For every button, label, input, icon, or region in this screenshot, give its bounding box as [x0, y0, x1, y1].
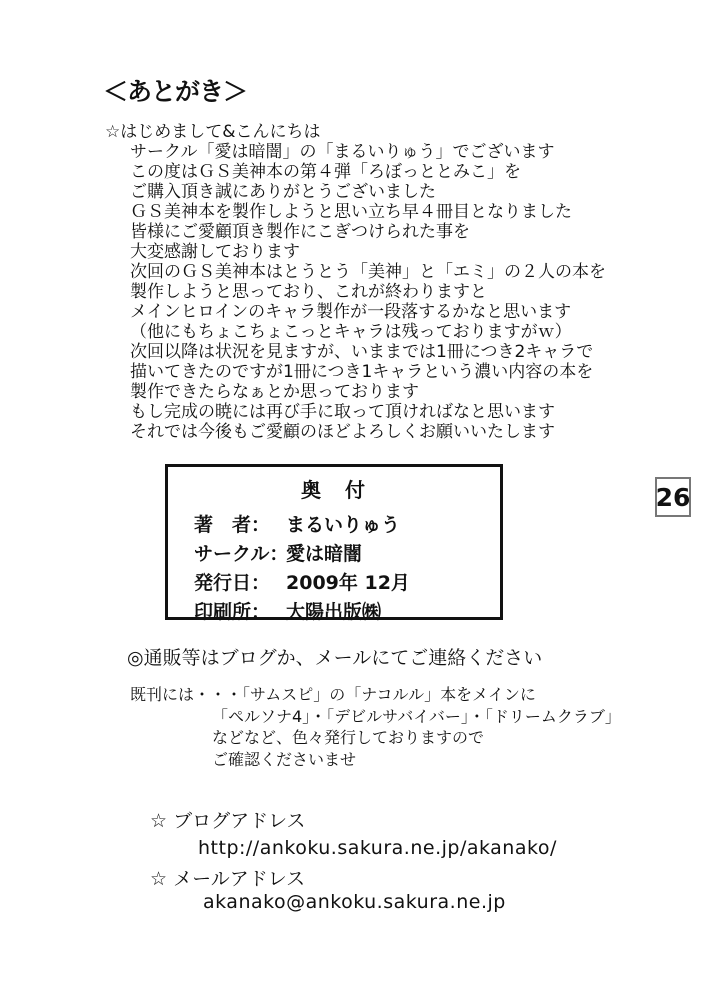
back-catalog-line: 既刊には・・・「サムスピ」の「ナコルル」本をメインに: [130, 685, 536, 704]
afterword-line: サークル「愛は暗闇」の「まるいりゅう」でございます: [130, 142, 555, 162]
afterword-line: 製作しようと思っており、これが終わりますと: [130, 282, 487, 302]
colophon-row-value: 大陽出版㈱: [286, 601, 382, 623]
afterword-line: もし完成の暁には再び手に取って頂ければなと思います: [130, 402, 555, 422]
order-note: ◎通販等はブログか、メールにてご連絡ください: [127, 647, 543, 669]
mail-address-text: akanako@ankoku.sakura.ne.jp: [203, 891, 506, 913]
colophon-row-label: 印刷所：: [194, 601, 271, 623]
afterword-line: メインヒロインのキャラ製作が一段落するかなと思います: [130, 302, 572, 322]
colophon-row-value: 愛は暗闇: [286, 543, 363, 565]
blog-url-text: http://ankoku.sakura.ne.jp/akanako/: [198, 837, 557, 859]
page-number-badge: 26: [655, 477, 691, 517]
mail-address-label: ☆ メールアドレス: [150, 868, 306, 890]
colophon-row: [194, 538, 500, 567]
blog-address-label: ☆ ブログアドレス: [150, 810, 306, 832]
afterword-line: 次回のＧＳ美神本はとうとう「美神」と「エミ」の２人の本を: [130, 262, 606, 282]
back-catalog-line: ご確認くださいませ: [212, 749, 357, 769]
afterword-line: 大変感謝しております: [130, 242, 300, 262]
afterword-line: それでは今後もご愛顧のほどよろしくお願いいたします: [130, 422, 555, 442]
colophon-row-label: 著 者：: [194, 514, 271, 536]
colophon-row-value: 2009年 12月: [286, 572, 410, 594]
back-catalog-line: などなど、色々発行しておりますので: [212, 728, 485, 747]
page-title: ＜あとがき＞: [103, 77, 248, 106]
afterword-text: [105, 122, 606, 442]
back-catalog-line: 「ペルソナ4」・「デビルサバイバー」・「ドリームクラブ」: [212, 706, 621, 726]
colophon-row-label: 発行日：: [194, 572, 271, 594]
colophon-rows: [194, 509, 500, 625]
afterword-line: ☆はじめまして&こんにちは: [105, 122, 321, 142]
afterword-line: （他にもちょこちょこっとキャラは残っておりますがｗ）: [130, 322, 572, 342]
afterword-line: 次回以降は状況を見ますが、いままでは1冊につき2キャラで: [130, 342, 594, 362]
afterword-line: ＧＳ美神本を製作しようと思い立ち早４冊目となりました: [130, 202, 572, 222]
colophon-row: [194, 509, 500, 538]
colophon-box: [165, 464, 503, 623]
colophon-row: [194, 596, 500, 625]
afterword-line: 製作できたらなぁとか思っております: [130, 382, 419, 402]
afterword-line: ご購入頂き誠にありがとうございました: [130, 182, 436, 202]
colophon-row-value: まるいりゅう: [286, 514, 401, 536]
afterword-line: 描いてきたのですが1冊につき1キャラという濃い内容の本を: [130, 362, 594, 382]
colophon-row-label: サークル：: [194, 543, 289, 565]
back-catalog: [130, 684, 621, 770]
afterword-line: この度はＧＳ美神本の第４弾「ろぼっととみこ」を: [130, 162, 521, 182]
colophon-row: [194, 567, 500, 596]
afterword-line: 皆様にご愛顧頂き製作にこぎつけられた事を: [130, 222, 470, 242]
colophon-title: 奥 付: [301, 478, 367, 502]
